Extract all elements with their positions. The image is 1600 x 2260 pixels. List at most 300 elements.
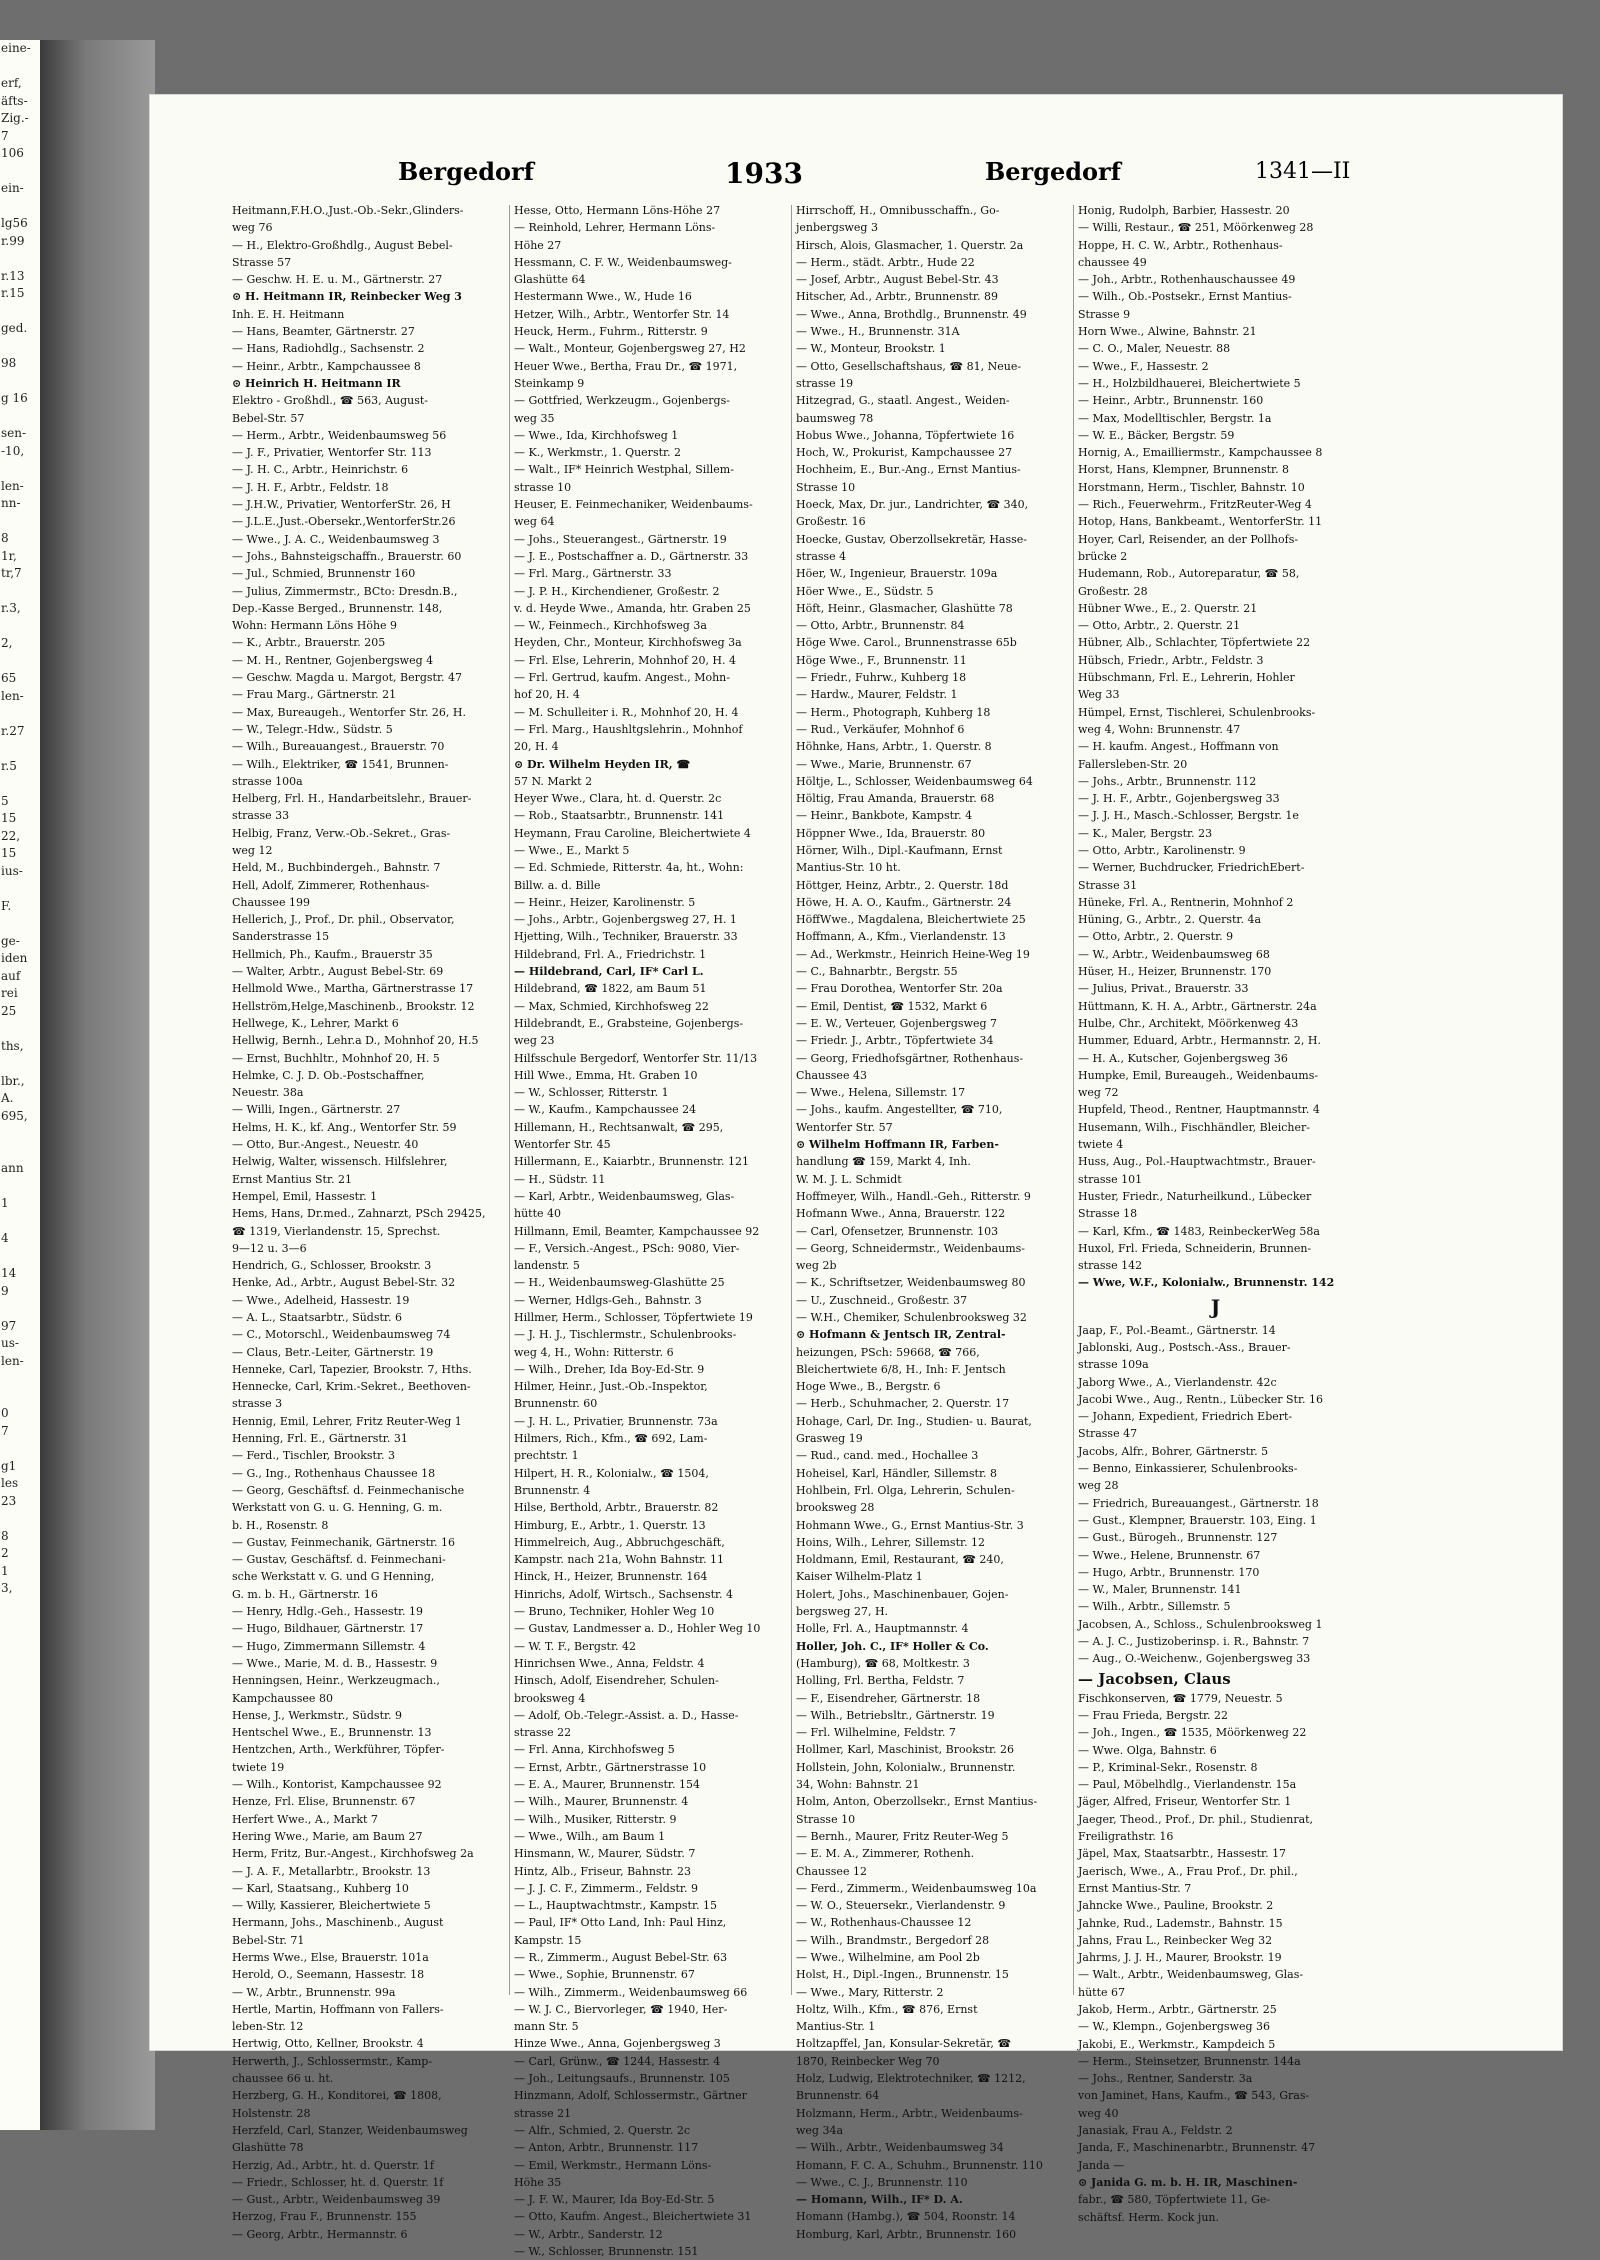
- directory-entry: Weg 33: [1078, 688, 1120, 702]
- directory-entry: Himmelreich, Aug., Abbruchgeschäft,: [514, 1535, 725, 1549]
- directory-entry: — J. F., Privatier, Wentorfer Str. 113: [232, 446, 432, 460]
- adjacent-text-fragment: [0, 303, 40, 321]
- directory-entry: Hilmer, Heinr., Just.-Ob.-Inspektor,: [514, 1380, 708, 1394]
- directory-entry: — H., Südstr. 11: [514, 1172, 606, 1186]
- directory-entry: Holz, Ludwig, Elektrotechniker, ☎ 1212,: [796, 2072, 1026, 2086]
- directory-entry: Hellwege, K., Lehrer, Markt 6: [232, 1016, 399, 1030]
- directory-entry: Grasweg 19: [796, 1432, 863, 1446]
- directory-entry: weg 4, H., Wohn: Ritterstr. 6: [514, 1345, 674, 1359]
- directory-entry: — Wwe., Helene, Brunnenstr. 67: [1078, 1548, 1261, 1562]
- directory-entry: Heuser, E. Feinmechaniker, Weidenbaums-: [514, 498, 753, 512]
- directory-entry: — W. O., Steuersekr., Vierlandenstr. 9: [796, 1899, 1006, 1913]
- directory-entry: — M. H., Rentner, Gojenbergsweg 4: [232, 653, 434, 667]
- directory-entry: — Paul, IF* Otto Land, Inh: Paul Hinz,: [514, 1916, 727, 1930]
- directory-entry: — Frl. Else, Lehrerin, Mohnhof 20, H. 4: [514, 653, 737, 667]
- directory-entry: Jacobsen, A., Schloss., Schulenbrooksweg 1: [1078, 1617, 1323, 1631]
- directory-entry: — Herm., Arbtr., Weidenbaumsweg 56: [232, 428, 447, 442]
- adjacent-text-fragment: [0, 1143, 40, 1161]
- directory-entry: jenbergsweg 3: [796, 221, 878, 235]
- directory-entry: Strasse 18: [1078, 1207, 1138, 1221]
- directory-entry: — Frl. Anna, Kirchhofsweg 5: [514, 1743, 675, 1757]
- directory-entry: strasse 109a: [1078, 1358, 1149, 1372]
- directory-entry: — Wwe., Helena, Sillemstr. 17: [796, 1086, 966, 1100]
- adjacent-page-strip: [0, 40, 40, 2130]
- adjacent-text-fragment: 1: [1, 1196, 9, 1210]
- directory-entry: — Herm., Steinsetzer, Brunnenstr. 144a: [1078, 2054, 1301, 2068]
- adjacent-text-fragment: ge-: [1, 933, 20, 948]
- directory-entry: — Wilh., Bureauangest., Brauerstr. 70: [232, 740, 445, 754]
- directory-entry: Husemann, Wilh., Fischhändler, Bleicher-: [1078, 1120, 1310, 1134]
- directory-entry: twiete 19: [232, 1760, 285, 1774]
- page-header: [150, 157, 1562, 197]
- directory-entry: (Hamburg), ☎ 68, Moltkestr. 3: [796, 1656, 970, 1670]
- directory-entry: Hornig, A., Emailliermstr., Kampchaussee 8: [1078, 446, 1323, 460]
- directory-entry: Hentzchen, Arth., Werkführer, Töpfer-: [232, 1743, 445, 1757]
- directory-entry: — K., Schriftsetzer, Weidenbaumsweg 80: [796, 1276, 1026, 1290]
- directory-entry: Jäger, Alfred, Friseur, Wentorfer Str. 1: [1078, 1795, 1292, 1809]
- adjacent-text-fragment: ein-: [1, 181, 24, 195]
- directory-entry: — L., Hauptwachtmstr., Kampstr. 15: [514, 1899, 718, 1913]
- page-number: 1341—II: [1255, 159, 1351, 184]
- directory-entry: — Johs., Rentner, Sanderstr. 3a: [1078, 2072, 1253, 2086]
- adjacent-text-fragment: 1: [1, 1563, 9, 1578]
- directory-entry: Hübner Wwe., E., 2. Querstr. 21: [1078, 601, 1258, 615]
- directory-entry: Hintz, Alb., Friseur, Bahnstr. 23: [514, 1864, 692, 1878]
- adjacent-text-fragment: [0, 250, 40, 268]
- directory-entry: — Johs., Arbtr., Gojenbergsweg 27, H. 1: [514, 913, 737, 927]
- header-left-place: Bergedorf: [398, 157, 535, 186]
- directory-entry: — Geschw. Magda u. Margot, Bergstr. 47: [232, 671, 462, 685]
- directory-entry: — E. W., Verteuer, Gojenbergsweg 7: [796, 1016, 998, 1030]
- directory-column-2: [514, 202, 789, 2259]
- directory-entry: — W.H., Chemiker, Schulenbrooksweg 32: [796, 1311, 1027, 1324]
- directory-entry: Helms, H. K., kf. Ang., Wentorfer Str. 59: [232, 1120, 457, 1134]
- directory-entry: weg 35: [514, 411, 555, 425]
- directory-entry: — Wwe., Ida, Kirchhofsweg 1: [514, 428, 679, 442]
- adjacent-text-fragment: 22,: [1, 828, 21, 843]
- directory-entry: Jahnke, Rud., Lademstr., Bahnstr. 15: [1078, 1916, 1283, 1930]
- directory-entry: — Wwe., E., Markt 5: [514, 843, 630, 857]
- directory-entry: — J.H.W., Privatier, WentorferStr. 26, H: [232, 498, 451, 512]
- directory-entry: Hoins, Wilh., Lehrer, Sillemstr. 12: [796, 1535, 986, 1549]
- directory-entry: — Otto, Arbtr., 2. Querstr. 9: [1078, 930, 1234, 944]
- directory-entry: Bebel-Str. 57: [232, 411, 305, 425]
- directory-entry: — Henry, Hdlg.-Geh., Hassestr. 19: [232, 1605, 424, 1619]
- directory-entry: — Johs., kaufm. Angestellter, ☎ 710,: [796, 1103, 1003, 1117]
- directory-entry: Hübsch, Friedr., Arbtr., Feldstr. 3: [1078, 653, 1264, 667]
- directory-entry: — W., Arbtr., Weidenbaumsweg 68: [1078, 947, 1270, 961]
- column-divider: [1073, 205, 1074, 1995]
- directory-entry: Holert, Johs., Maschinenbauer, Gojen-: [796, 1587, 1009, 1601]
- directory-entry: Ernst Mantius Str. 21: [232, 1172, 353, 1186]
- directory-entry: — Willy, Kassierer, Bleichertwiete 5: [232, 1899, 431, 1913]
- adjacent-text-fragment: [0, 373, 40, 391]
- directory-entry: v. d. Heyde Wwe., Amanda, htr. Graben 25: [514, 601, 751, 615]
- directory-entry: Horstmann, Herm., Tischler, Bahnstr. 10: [1078, 480, 1305, 494]
- directory-entry: Hempel, Emil, Hassestr. 1: [232, 1189, 378, 1203]
- adjacent-text-fragment: [0, 513, 40, 531]
- directory-entry: Hellmich, Ph., Kaufm., Brauerstr 35: [232, 947, 433, 961]
- directory-entry: Höppner Wwe., Ida, Brauerstr. 80: [796, 826, 986, 840]
- directory-entry: handlung ☎ 159, Markt 4, Inh.: [796, 1155, 971, 1169]
- directory-entry: — Karl, Kfm., ☎ 1483, ReinbeckerWeg 58a: [1078, 1224, 1320, 1238]
- directory-entry: Elektro - Großhdl., ☎ 563, August-: [232, 394, 429, 408]
- directory-entry: — Adolf, Ob.-Telegr.-Assist. a. D., Hasse-: [514, 1708, 739, 1722]
- directory-entry: Hohmann Wwe., G., Ernst Mantius-Str. 3: [796, 1518, 1024, 1532]
- book-gutter: [40, 40, 155, 2130]
- directory-entry: Hendrich, G., Schlosser, Brookstr. 3: [232, 1259, 432, 1273]
- directory-entry: heizungen, PSch: 59668, ☎ 766,: [796, 1345, 980, 1359]
- directory-entry: Jacobs, Alfr., Bohrer, Gärtnerstr. 5: [1078, 1444, 1269, 1458]
- directory-entry: Hitzegrad, G., staatl. Angest., Weiden-: [796, 394, 1010, 408]
- directory-entry: — Max, Schmied, Kirchhofsweg 22: [514, 999, 709, 1013]
- directory-entry: Jaeger, Theod., Prof., Dr. phil., Studienrat,: [1078, 1812, 1314, 1826]
- directory-entry: Hollmer, Karl, Maschinist, Brookstr. 26: [796, 1743, 1015, 1757]
- directory-entry: ⊙ Hofmann & Jentsch IR, Zentral-: [796, 1328, 1006, 1342]
- directory-entry: Hümpel, Ernst, Tischlerei, Schulenbrooks-: [1078, 705, 1316, 719]
- directory-entry: Helwig, Walter, wissensch. Hilfslehrer,: [232, 1155, 448, 1169]
- directory-entry: — Georg, Arbtr., Hermannstr. 6: [232, 2227, 408, 2241]
- directory-entry: — Gustav, Landmesser a. D., Hohler Weg 10: [514, 1622, 761, 1636]
- directory-entry: Holm, Anton, Oberzollsekr., Ernst Mantius-: [796, 1795, 1038, 1809]
- directory-entry: b. H., Rosenstr. 8: [232, 1518, 329, 1532]
- directory-entry: twiete 4: [1078, 1138, 1124, 1152]
- directory-entry: leben-Str. 12: [232, 2020, 304, 2034]
- directory-entry: — Julius, Zimmermstr., BCto: Dresdn.B.,: [232, 584, 458, 598]
- directory-entry: — Otto, Arbtr., 2. Querstr. 21: [1078, 619, 1241, 633]
- directory-entry: Hertwig, Otto, Kellner, Brookstr. 4: [232, 2037, 424, 2051]
- directory-entry: — Friedr., Schlosser, ht. d. Querstr. 1f: [232, 2175, 444, 2189]
- directory-entry: Janda —: [1078, 2158, 1125, 2172]
- directory-column-1: [232, 202, 507, 2241]
- directory-entry: Huxol, Frl. Frieda, Schneiderin, Brunnen-: [1078, 1241, 1312, 1255]
- directory-entry: Henneke, Carl, Tapezier, Brookstr. 7, Hths.: [232, 1362, 472, 1376]
- adjacent-text-fragment: [0, 705, 40, 723]
- adjacent-text-fragment: auf: [1, 968, 21, 983]
- directory-entry: weg 40: [1078, 2106, 1119, 2120]
- directory-entry: — K., Werkmstr., 1. Querstr. 2: [514, 446, 682, 460]
- directory-entry: Hinzmann, Adolf, Schlossermstr., Gärtner: [514, 2089, 747, 2103]
- directory-entry: Steinkamp 9: [514, 376, 585, 390]
- adjacent-text-fragment: 2,: [1, 636, 13, 650]
- adjacent-text-fragment: [0, 338, 40, 356]
- directory-entry: Hirrschoff, H., Omnibusschaffn., Go-: [796, 204, 1000, 217]
- directory-entry: Kampstr. 15: [514, 1933, 582, 1947]
- directory-entry: — Jacobsen, Claus: [1078, 1669, 1231, 1688]
- adjacent-text-fragment: lg56: [1, 216, 28, 230]
- adjacent-text-fragment: 7: [1, 1423, 9, 1438]
- adjacent-text-fragment: 23: [1, 1493, 17, 1508]
- adjacent-text-fragment: ius-: [1, 863, 23, 878]
- directory-entry: Chaussee 199: [232, 895, 310, 909]
- adjacent-text-fragment: 2: [1, 1546, 9, 1560]
- directory-entry: — Rob., Staatsarbtr., Brunnenstr. 141: [514, 809, 725, 823]
- directory-entry: — Wilh., Dreher, Ida Boy-Ed-Str. 9: [514, 1362, 705, 1376]
- directory-entry: Strasse 31: [1078, 878, 1138, 892]
- adjacent-text-fragment: 4: [1, 1231, 9, 1245]
- directory-entry: — W. T. F., Bergstr. 42: [514, 1639, 636, 1653]
- directory-entry: Hentschel Wwe., E., Brunnenstr. 13: [232, 1726, 432, 1740]
- directory-entry: — R., Zimmerm., August Bebel-Str. 63: [514, 1950, 728, 1964]
- directory-entry: — J. H. L., Privatier, Brunnenstr. 73a: [514, 1414, 718, 1428]
- column-divider: [509, 205, 510, 1995]
- directory-entry: Hüser, H., Heizer, Brunnenstr. 170: [1078, 965, 1272, 979]
- adjacent-text-fragment: eine-: [1, 41, 31, 55]
- directory-entry: hütte 67: [1078, 1985, 1126, 1999]
- directory-entry: — Ferd., Tischler, Brookstr. 3: [232, 1449, 396, 1463]
- directory-entry: — Otto, Arbtr., Brunnenstr. 84: [796, 619, 965, 633]
- directory-entry: von Jaminet, Hans, Kaufm., ☎ 543, Gras-: [1078, 2089, 1310, 2103]
- header-right-place: Bergedorf: [985, 157, 1122, 186]
- directory-entry: — Willi, Ingen., Gärtnerstr. 27: [232, 1103, 401, 1117]
- adjacent-text-fragment: nn-: [1, 496, 21, 510]
- adjacent-text-fragment: len-: [1, 688, 24, 703]
- section-letter: J: [1210, 1294, 1221, 1319]
- directory-entry: Hilfsschule Bergedorf, Wentorfer Str. 11/13: [514, 1051, 758, 1065]
- directory-entry: brooksweg 4: [514, 1691, 586, 1705]
- directory-entry: — Heinr., Heizer, Karolinenstr. 5: [514, 895, 696, 909]
- directory-entry: strasse 101: [1078, 1172, 1143, 1186]
- directory-entry: chaussee 66 u. ht.: [232, 2072, 334, 2086]
- directory-entry: Großestr. 28: [1078, 584, 1148, 598]
- directory-entry: Homann (Hambg.), ☎ 504, Roonstr. 14: [796, 2210, 1016, 2224]
- directory-entry: — Werner, Hdlgs-Geh., Bahnstr. 3: [514, 1293, 702, 1307]
- directory-entry: Hoyer, Carl, Reisender, an der Pollhofs-: [1078, 532, 1299, 546]
- directory-entry: Herwerth, J., Schlossermstr., Kamp-: [232, 2054, 433, 2068]
- directory-entry: — Reinhold, Lehrer, Hermann Löns-: [514, 221, 716, 235]
- directory-entry: Helmke, C. J. D. Ob.-Postschaffner,: [232, 1068, 425, 1082]
- directory-entry: — Hugo, Zimmermann Sillemstr. 4: [232, 1639, 426, 1653]
- directory-entry: Hense, J., Werkmstr., Südstr. 9: [232, 1708, 403, 1722]
- adjacent-text-fragment: [0, 1440, 40, 1458]
- directory-entry: Chaussee 12: [796, 1864, 867, 1878]
- directory-entry: — Ernst, Buchhltr., Mohnhof 20, H. 5: [232, 1051, 440, 1065]
- adjacent-text-fragment: r.15: [1, 286, 25, 300]
- directory-entry: Hochheim, E., Bur.-Ang., Ernst Mantius-: [796, 463, 1021, 477]
- directory-entry: — Hugo, Arbtr., Brunnenstr. 170: [1078, 1565, 1260, 1579]
- directory-entry: — Wwe., Marie, M. d. B., Hassestr. 9: [232, 1656, 438, 1670]
- directory-entry: — Heinr., Bankbote, Kampstr. 4: [796, 809, 973, 823]
- directory-entry: — Karl, Staatsang., Kuhberg 10: [232, 1881, 409, 1895]
- directory-entry: — Wilh., Betriebsltr., Gärtnerstr. 19: [796, 1708, 995, 1722]
- directory-column-3: [796, 202, 1071, 2241]
- directory-entry: — Wwe, W.F., Kolonialw., Brunnenstr. 142: [1078, 1276, 1335, 1290]
- directory-entry: Hesse, Otto, Hermann Löns-Höhe 27: [514, 204, 721, 217]
- directory-entry: Hulbe, Chr., Architekt, Möörkenweg 43: [1078, 1016, 1299, 1030]
- directory-entry: Hetzer, Wilh., Arbtr., Wentorfer Str. 14: [514, 307, 730, 321]
- directory-entry: — Walt., IF* Heinrich Westphal, Sillem-: [514, 463, 734, 477]
- directory-entry: 20, H. 4: [514, 740, 559, 754]
- directory-entry: Humpke, Emil, Bureaugeh., Weidenbaums-: [1078, 1068, 1319, 1082]
- directory-entry: ⊙ Janida G. m. b. H. IR, Maschinen-: [1078, 2175, 1298, 2189]
- adjacent-text-fragment: 5: [1, 793, 9, 808]
- directory-entry: — Anton, Arbtr., Brunnenstr. 117: [514, 2141, 699, 2155]
- adjacent-text-fragment: 97: [1, 1318, 17, 1333]
- directory-entry: — H., Weidenbaumsweg-Glashütte 25: [514, 1276, 725, 1290]
- adjacent-text-fragment: [0, 408, 40, 426]
- directory-entry: Herzberg, G. H., Konditorei, ☎ 1808,: [232, 2089, 442, 2103]
- adjacent-text-fragment: [0, 58, 40, 76]
- directory-entry: — W. E., Bäcker, Bergstr. 59: [1078, 428, 1235, 442]
- directory-entry: — Carl, Grünw., ☎ 1244, Hassestr. 4: [514, 2054, 721, 2068]
- adjacent-text-fragment: r.5: [1, 758, 17, 773]
- directory-entry: — W., Rothenhaus-Chaussee 12: [796, 1916, 972, 1930]
- directory-entry: Fischkonserven, ☎ 1779, Neuestr. 5: [1078, 1691, 1283, 1705]
- directory-entry: Hohage, Carl, Dr. Ing., Studien- u. Baurat,: [796, 1414, 1032, 1428]
- directory-entry: — J. J. C. F., Zimmerm., Feldstr. 9: [514, 1881, 698, 1895]
- directory-entry: weg 72: [1078, 1086, 1119, 1100]
- directory-entry: Hinrichsen Wwe., Anna, Feldstr. 4: [514, 1656, 705, 1670]
- directory-entry: — Georg, Geschäftsf. d. Feinmechanische: [232, 1483, 465, 1497]
- directory-entry: — Josef, Arbtr., August Bebel-Str. 43: [796, 273, 999, 287]
- directory-entry: Henning, Frl. E., Gärtnerstr. 31: [232, 1432, 408, 1446]
- directory-entry: Hellwig, Bernh., Lehr.a D., Mohnhof 20, H.5: [232, 1034, 479, 1048]
- directory-entry: — Friedrich, Bureauangest., Gärtnerstr. 18: [1078, 1496, 1319, 1510]
- directory-entry: — Emil, Werkmstr., Hermann Löns-: [514, 2158, 712, 2172]
- directory-entry: 57 N. Markt 2: [514, 774, 593, 788]
- directory-entry: weg 12: [232, 843, 273, 857]
- directory-entry: — Frl. Marg., Haushltgslehrin., Mohnhof: [514, 722, 743, 736]
- column-divider: [791, 205, 792, 1995]
- directory-entry: — W. J. C., Biervorleger, ☎ 1940, Her-: [514, 2002, 728, 2016]
- directory-entry: Wentorfer Str. 45: [514, 1138, 611, 1152]
- directory-entry: Heymann, Frau Caroline, Bleichertwiete 4: [514, 826, 751, 840]
- directory-entry: — W., Klempn., Gojenbergsweg 36: [1078, 2020, 1271, 2034]
- directory-entry: — J. A. F., Metallarbtr., Brookstr. 13: [232, 1864, 431, 1878]
- directory-entry: — U., Zuschneid., Großestr. 37: [796, 1293, 968, 1307]
- directory-entry: Himburg, E., Arbtr., 1. Querstr. 13: [514, 1518, 706, 1532]
- directory-entry: Höltig, Frau Amanda, Brauerstr. 68: [796, 792, 995, 806]
- directory-entry: — Johs., Arbtr., Brunnenstr. 112: [1078, 774, 1257, 788]
- directory-entry: — F., Eisendreher, Gärtnerstr. 18: [796, 1691, 981, 1705]
- directory-entry: Janasiak, Frau A., Feldstr. 2: [1078, 2124, 1233, 2138]
- directory-entry: Hollstein, John, Kolonialw., Brunnenstr.: [796, 1760, 1016, 1774]
- directory-entry: Höge Wwe., F., Brunnenstr. 11: [796, 653, 967, 667]
- directory-entry: Hübschmann, Frl. E., Lehrerin, Hohler: [1078, 671, 1295, 685]
- directory-entry: ⊙ Wilhelm Hoffmann IR, Farben-: [796, 1138, 999, 1152]
- directory-entry: — Walt., Arbtr., Weidenbaumsweg, Glas-: [1078, 1968, 1304, 1982]
- directory-entry: Hinck, H., Heizer, Brunnenstr. 164: [514, 1570, 708, 1584]
- directory-entry: — K., Arbtr., Brauerstr. 205: [232, 636, 386, 650]
- directory-page: [150, 95, 1562, 2259]
- adjacent-text-fragment: erf,: [1, 76, 22, 90]
- directory-entry: Hinze Wwe., Anna, Gojenbergsweg 3: [514, 2037, 721, 2051]
- directory-entry: Jablonski, Aug., Postsch.-Ass., Brauer-: [1078, 1341, 1291, 1354]
- directory-entry: Hennecke, Carl, Krim.-Sekret., Beethoven-: [232, 1380, 471, 1394]
- directory-entry: strasse 22: [514, 1726, 572, 1740]
- directory-entry: Jaborg Wwe., A., Vierlandenstr. 42c: [1078, 1375, 1277, 1389]
- directory-entry: Hilse, Berthold, Arbtr., Brauerstr. 82: [514, 1501, 719, 1515]
- directory-entry: Strasse 10: [796, 1812, 856, 1826]
- directory-entry: — W., Schlosser, Brunnenstr. 151: [514, 2245, 699, 2259]
- adjacent-text-fragment: r.13: [1, 268, 25, 283]
- directory-entry: Heyden, Chr., Monteur, Kirchhofsweg 3a: [514, 636, 742, 650]
- adjacent-text-fragment: ann: [1, 1161, 24, 1175]
- directory-entry: — Gust., Klempner, Brauerstr. 103, Eing. 1: [1078, 1513, 1317, 1527]
- directory-entry: Hoeck, Max, Dr. jur., Landrichter, ☎ 340,: [796, 498, 1029, 512]
- directory-entry: — Karl, Arbtr., Weidenbaumsweg, Glas-: [514, 1189, 735, 1203]
- directory-entry: Höge Wwe. Carol., Brunnenstrasse 65b: [796, 636, 1017, 650]
- directory-entry: — W., Arbtr., Sanderstr. 12: [514, 2227, 663, 2241]
- directory-entry: — Friedr. J., Arbtr., Töpfertwiete 34: [796, 1034, 994, 1048]
- directory-entry: — Frl. Marg., Gärtnerstr. 33: [514, 567, 672, 581]
- directory-entry: — Heinr., Arbtr., Kampchaussee 8: [232, 359, 421, 373]
- directory-entry: — M. Schulleiter i. R., Mohnhof 20, H. 4: [514, 705, 739, 719]
- directory-entry: — Gustav, Geschäftsf. d. Feinmechani-: [232, 1553, 446, 1567]
- directory-entry: — Frau Frieda, Bergstr. 22: [1078, 1708, 1229, 1722]
- directory-entry: Hilmers, Rich., Kfm., ☎ 692, Lam-: [514, 1432, 708, 1446]
- directory-entry: strasse 19: [796, 376, 854, 390]
- directory-entry: Hoch, W., Prokurist, Kampchaussee 27: [796, 446, 1013, 460]
- directory-entry: — Georg, Schneidermstr., Weidenbaums-: [796, 1241, 1025, 1255]
- directory-entry: fabr., ☎ 580, Töpfertwiete 11, Ge-: [1078, 2193, 1271, 2207]
- directory-entry: ⊙ H. Heitmann IR, Reinbecker Weg 3: [232, 290, 462, 304]
- directory-entry: Holtz, Wilh., Kfm., ☎ 876, Ernst: [796, 2002, 978, 2016]
- directory-entry: Hilpert, H. R., Kolonialw., ☎ 1504,: [514, 1466, 709, 1480]
- directory-entry: Bebel-Str. 71: [232, 1933, 305, 1947]
- directory-entry: weg 34a: [796, 2123, 844, 2137]
- directory-entry: Brunnenstr. 64: [796, 2089, 880, 2103]
- directory-entry: — Gottfried, Werkzeugm., Gojenbergs-: [514, 394, 730, 408]
- directory-entry: Hoffmann, A., Kfm., Vierlandenstr. 13: [796, 930, 1006, 944]
- directory-entry: Werkstatt von G. u. G. Henning, G. m.: [232, 1501, 443, 1515]
- directory-entry: Herm, Fritz, Bur.-Angest., Kirchhofsweg 2a: [232, 1847, 474, 1861]
- directory-entry: Sanderstrasse 15: [232, 930, 330, 944]
- directory-entry: — Emil, Dentist, ☎ 1532, Markt 6: [796, 999, 988, 1013]
- adjacent-text-fragment: [0, 1178, 40, 1196]
- directory-entry: sche Werkstatt v. G. und G Henning,: [232, 1570, 435, 1584]
- directory-entry: — Rud., Verkäufer, Mohnhof 6: [796, 722, 965, 736]
- adjacent-text-fragment: lbr.,: [1, 1073, 25, 1088]
- directory-entry: Hübner, Alb., Schlachter, Töpfertwiete 22: [1078, 636, 1311, 650]
- directory-entry: Höhnke, Hans, Arbtr., 1. Querstr. 8: [796, 740, 992, 754]
- directory-entry: Kampstr. nach 21a, Wohn Bahnstr. 11: [514, 1553, 725, 1567]
- directory-entry: — Wwe., Wilh., am Baum 1: [514, 1829, 666, 1843]
- directory-entry: hof 20, H. 4: [514, 688, 580, 702]
- directory-entry: Herzfeld, Carl, Stanzer, Weidenbaumsweg: [232, 2123, 468, 2137]
- directory-entry: — J.L.E.,Just.-Obersekr.,WentorferStr.26: [232, 515, 456, 529]
- header-year: 1933: [725, 157, 803, 190]
- directory-entry: Glashütte 64: [514, 273, 586, 287]
- directory-entry: strasse 142: [1078, 1259, 1143, 1273]
- adjacent-text-fragment: [0, 1370, 40, 1388]
- directory-entry: Herold, O., Seemann, Hassestr. 18: [232, 1968, 425, 1982]
- adjacent-text-fragment: r.3,: [1, 601, 21, 615]
- adjacent-text-fragment: [0, 775, 40, 793]
- directory-entry: — Wwe., J. A. C., Weidenbaumsweg 3: [232, 532, 440, 546]
- directory-entry: — W., Schlosser, Ritterstr. 1: [514, 1086, 669, 1100]
- directory-entry: Hotop, Hans, Bankbeamt., WentorferStr. 11: [1078, 515, 1323, 529]
- adjacent-text-fragment: 9: [1, 1283, 9, 1298]
- directory-entry: Fallersleben-Str. 20: [1078, 757, 1188, 771]
- adjacent-text-fragment: 15: [1, 811, 17, 825]
- adjacent-text-fragment: [0, 740, 40, 758]
- directory-entry: — Johs., Steuerangest., Gärtnerstr. 19: [514, 532, 727, 546]
- directory-entry: Holzmann, Herm., Arbtr., Weidenbaums-: [796, 2106, 1023, 2120]
- directory-entry: — Ferd., Zimmerm., Weidenbaumsweg 10a: [796, 1881, 1037, 1895]
- adjacent-text-fragment: [0, 583, 40, 601]
- directory-entry: — Bruno, Techniker, Hohler Weg 10: [514, 1605, 715, 1619]
- directory-entry: — Alfr., Schmied, 2. Querstr. 2c: [514, 2123, 690, 2137]
- adjacent-text-fragment: [0, 1248, 40, 1266]
- adjacent-text-fragment: 0: [1, 1406, 9, 1420]
- directory-entry: — Walt., Monteur, Gojenbergsweg 27, H2: [514, 342, 746, 356]
- directory-entry: Hohlbein, Frl. Olga, Lehrerin, Schulen-: [796, 1483, 1015, 1497]
- directory-entry: 9—12 u. 3—6: [232, 1241, 307, 1255]
- directory-entry: Kaiser Wilhelm-Platz 1: [796, 1570, 923, 1584]
- directory-entry: — Carl, Ofensetzer, Brunnenstr. 103: [796, 1224, 999, 1238]
- directory-entry: — E. A., Maurer, Brunnenstr. 154: [514, 1778, 700, 1792]
